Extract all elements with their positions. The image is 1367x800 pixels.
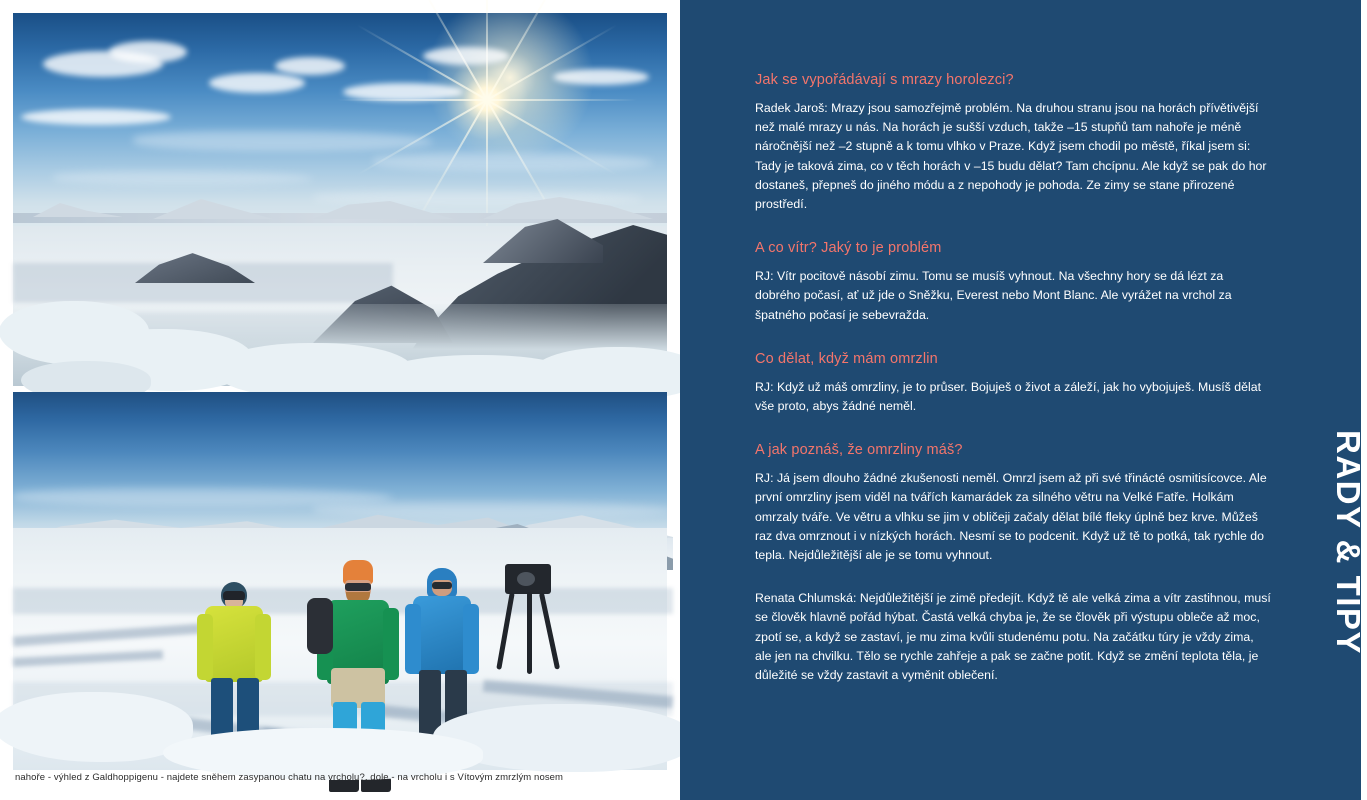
answer-1: Radek Jaroš: Mrazy jsou samozřejmě problém. Na druhou stranu jsou na horách přívětivější než malé mrazy u nás. Na horách je sušší vzduch, takže –15 stupňů tam nahoře je méně náročnější než –2 stupně a k tomu vlhko v Praze. Když jsem chodil po městě, říkal jsem si: Tady je taková zima, co v těch horách v –15 budu dělat? Tam chcípnu. Ale když se pak do hor dostaneš, přepneš do jiného módu a z nepohody je pohoda. Ze zimy se stane přirozené prostředí. <box>755 101 1267 212</box>
question-4: A jak poznáš, že omrzliny máš? <box>755 442 963 459</box>
tripod-leg <box>527 592 532 674</box>
left-photo-page <box>0 0 680 800</box>
cloud <box>553 69 649 85</box>
question-3: Co dělat, když mám omrzlin <box>755 350 938 367</box>
cloud <box>343 83 463 101</box>
cloud <box>21 109 171 125</box>
qa-block-4 <box>755 440 1271 565</box>
sunglasses-icon <box>345 583 371 591</box>
climbers-on-summit-photo <box>13 392 667 770</box>
arm-left <box>197 614 213 680</box>
arm-right <box>463 604 479 674</box>
tripod-leg <box>496 592 514 670</box>
qa-block-2 <box>755 238 1271 325</box>
closing-answer: Renata Chlumská: Nejdůležitější je zimě předejít. Když tě ale velká zima a vítr zastihnou, musí se člověk hlavně pořád hýbat. Častá velká chyba je, že se člověk při výstupu obleče až moc, zpotí se, a když se zastaví, je mu zima kvůli studenému potu. Na začátku túry je vždy zima, ale jen na chvilku. Tělo se rychle zahřeje a pak se začne potit. Když se změní teplota těla, je důležité se vždy zastavit a vyměnit oblečení. <box>755 591 1271 683</box>
arm-right <box>255 614 271 680</box>
cloud-band <box>373 153 653 171</box>
arm-left <box>405 604 421 674</box>
tripod-leg <box>539 592 560 669</box>
backpack <box>307 598 333 654</box>
arm-right <box>383 608 399 680</box>
question-2: A co vítr? Jaký to je problém <box>755 240 942 257</box>
sunglasses-icon <box>432 582 452 589</box>
answer-2: RJ: Vítr pocitově násobí zimu. Tomu se musíš vyhnout. Na všechny hory se dá lézt za dobrého počasí, ať už jde o Sněžku, Everest nebo Mont Blanc. Ale vyrážet na vrchol za špatného počasí je sebevražda. <box>755 269 1232 322</box>
cloud <box>275 57 345 75</box>
cloud <box>109 41 187 63</box>
photo-caption: nahoře - výhled z Galdhoppigenu - najdete sněhem zasypanou chatu na vrcholu?, dole - na vrcholu i s Vítovým zmrzlým nosem <box>15 772 564 783</box>
answer-4: RJ: Já jsem dlouho žádné zkušenosti neměl. Omrzl jsem až při své třinácté osmitisícovce. Ale první omrzliny jsem viděl na tvářích kamarádek za silného větru na Velké Fatře. Holkám omrzaly tváře. Ve větru a vlhku se jim v obličeji začaly dělat bílé fleky úplně bez krve. Můžeš raz dva omrznout i v nízkých horách. Nesmí se to podcenit. Když už tě to potká, tak rychle do tepla. Nejdůležitější ale je se tomu vyhnout. <box>755 471 1267 563</box>
tripod-camera-rig <box>491 564 571 694</box>
cloud-band <box>53 171 313 185</box>
cloud-band <box>13 488 393 506</box>
qa-block-1 <box>755 70 1271 214</box>
cloud <box>209 73 305 93</box>
summit-panorama-photo <box>13 13 667 386</box>
cloud-band <box>313 502 673 518</box>
sun-ray <box>487 99 637 101</box>
qa-block-3 <box>755 349 1271 416</box>
section-tab-label: RADY & TIPY <box>1330 430 1367 655</box>
camera-lens <box>517 572 535 586</box>
answer-3: RJ: Když už máš omrzliny, je to průser. Bojuješ o život a záleží, jak ho vybojuješ. Musíš dělat vše proto, abys žádné neměl. <box>755 379 1262 414</box>
interview-text-column <box>755 70 1271 685</box>
cloud-band <box>133 131 433 151</box>
cloud <box>423 47 509 65</box>
question-1: Jak se vypořádávají s mrazy horolezci? <box>755 72 1014 88</box>
right-text-page <box>680 0 1367 800</box>
